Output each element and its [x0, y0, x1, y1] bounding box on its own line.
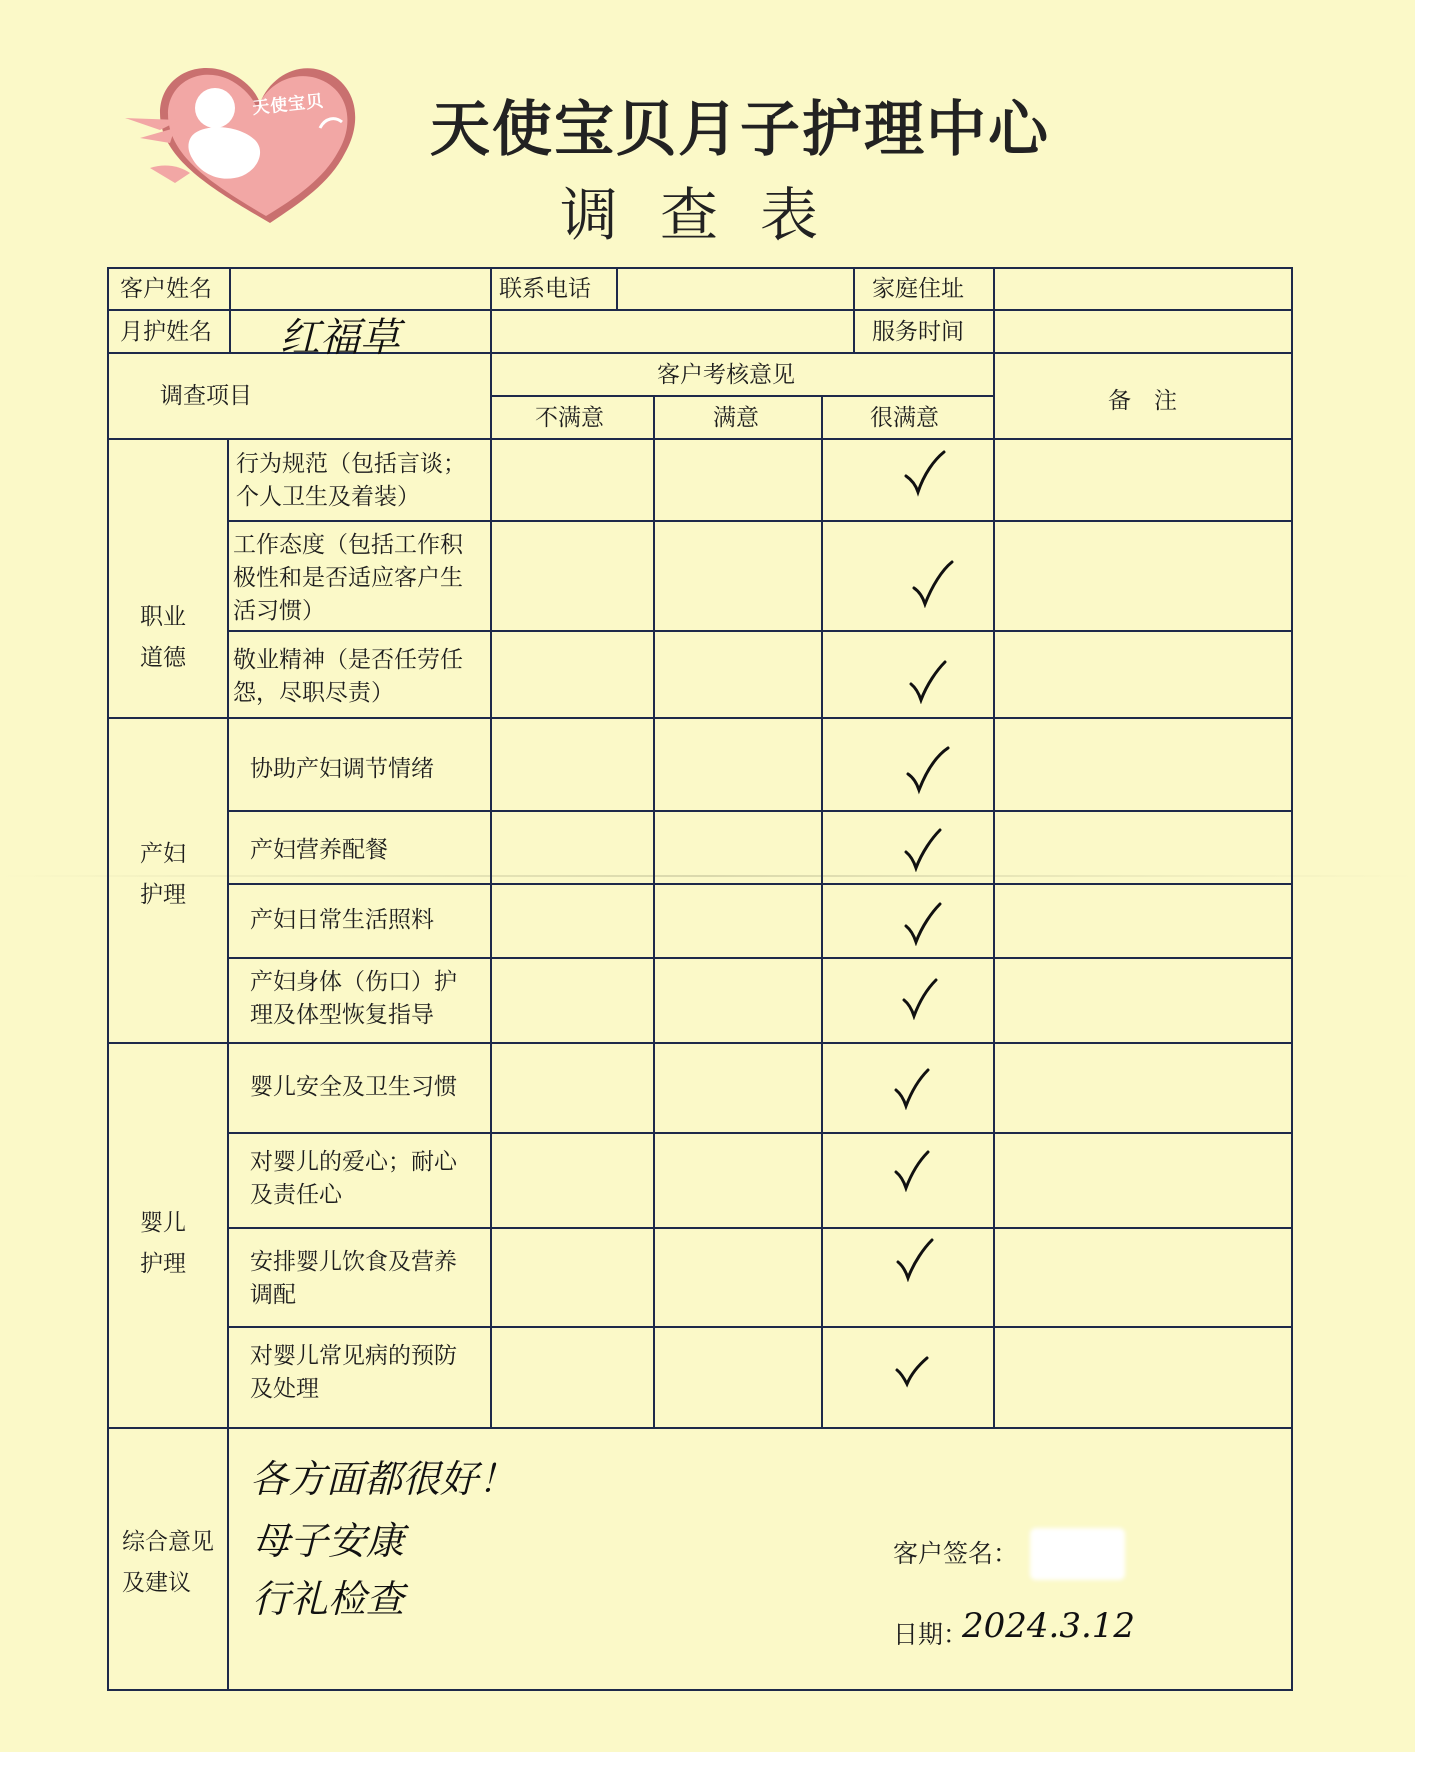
remarks-column-header: 备 注 [1108, 388, 1177, 414]
item-baby-love: 对婴儿的爱心；耐心 及责任心 [250, 1149, 457, 1208]
section-title-ethics: 职业 道德 [140, 604, 186, 671]
nurse-name-label: 月护姓名 [120, 319, 212, 345]
item-dedication: 敬业精神（是否任劳任 怨，尽职尽责） [233, 647, 463, 706]
nurse-name-handwritten[interactable]: 红福草 [280, 315, 400, 361]
item-daily-care: 产妇日常生活照料 [250, 907, 434, 933]
checkmark-icon[interactable] [902, 744, 954, 796]
checkmark-icon[interactable] [890, 1066, 934, 1110]
satisfied-column-header: 满意 [713, 405, 759, 431]
page-subtitle: 调查表 [560, 181, 861, 249]
checkmark-icon[interactable] [900, 900, 946, 946]
summary-label: 综合意见 及建议 [122, 1529, 214, 1596]
item-baby-safety: 婴儿安全及卫生习惯 [250, 1074, 457, 1100]
item-attitude: 工作态度（包括工作积 极性和是否适应客户生 活习惯） [233, 532, 463, 624]
checkmark-icon[interactable] [905, 658, 951, 704]
customer-name-label: 客户姓名 [120, 276, 212, 302]
checkmark-icon[interactable] [900, 826, 946, 872]
checkmark-icon[interactable] [908, 558, 958, 608]
item-nutrition: 产妇营养配餐 [250, 837, 388, 863]
item-emotion: 协助产妇调节情绪 [250, 756, 434, 782]
address-label: 家庭住址 [872, 276, 964, 302]
signature-redacted [1030, 1528, 1125, 1580]
item-column-header: 调查项目 [160, 383, 252, 409]
item-recovery: 产妇身体（伤口）护 理及体型恢复指导 [250, 969, 457, 1028]
summary-line-1[interactable]: 各方面都很好！ [250, 1457, 517, 1501]
item-baby-illness: 对婴儿常见病的预防 及处理 [250, 1343, 457, 1402]
service-time-label: 服务时间 [872, 319, 964, 345]
checkmark-icon[interactable] [900, 448, 950, 498]
checkmark-icon[interactable] [890, 1148, 934, 1192]
date-value[interactable]: 2024.3.12 [962, 1606, 1136, 1646]
checkmark-icon[interactable] [892, 1354, 932, 1390]
summary-line-3[interactable]: 行礼检查 [252, 1577, 405, 1621]
checkmark-icon[interactable] [892, 1236, 938, 1282]
phone-label: 联系电话 [499, 276, 591, 302]
page-title: 天使宝贝月子护理中心 [430, 95, 1050, 165]
item-baby-feeding: 安排婴儿饮食及营养 调配 [250, 1249, 457, 1308]
unsatisfied-column-header: 不满意 [535, 405, 604, 431]
logo-wordmark: 天使宝贝 [251, 91, 326, 119]
section-title-baby-care: 婴儿 护理 [140, 1210, 186, 1277]
date-label: 日期： [893, 1620, 969, 1649]
signature-label: 客户签名： [893, 1539, 1019, 1568]
section-title-mother-care: 产妇 护理 [140, 841, 186, 908]
item-behavior: 行为规范（包括言谈； 个人卫生及着装） [236, 451, 466, 510]
checkmark-icon[interactable] [898, 976, 942, 1020]
opinion-column-header: 客户考核意见 [657, 362, 795, 388]
very-satisfied-column-header: 很满意 [870, 405, 939, 431]
summary-line-2[interactable]: 母子安康 [252, 1519, 405, 1563]
